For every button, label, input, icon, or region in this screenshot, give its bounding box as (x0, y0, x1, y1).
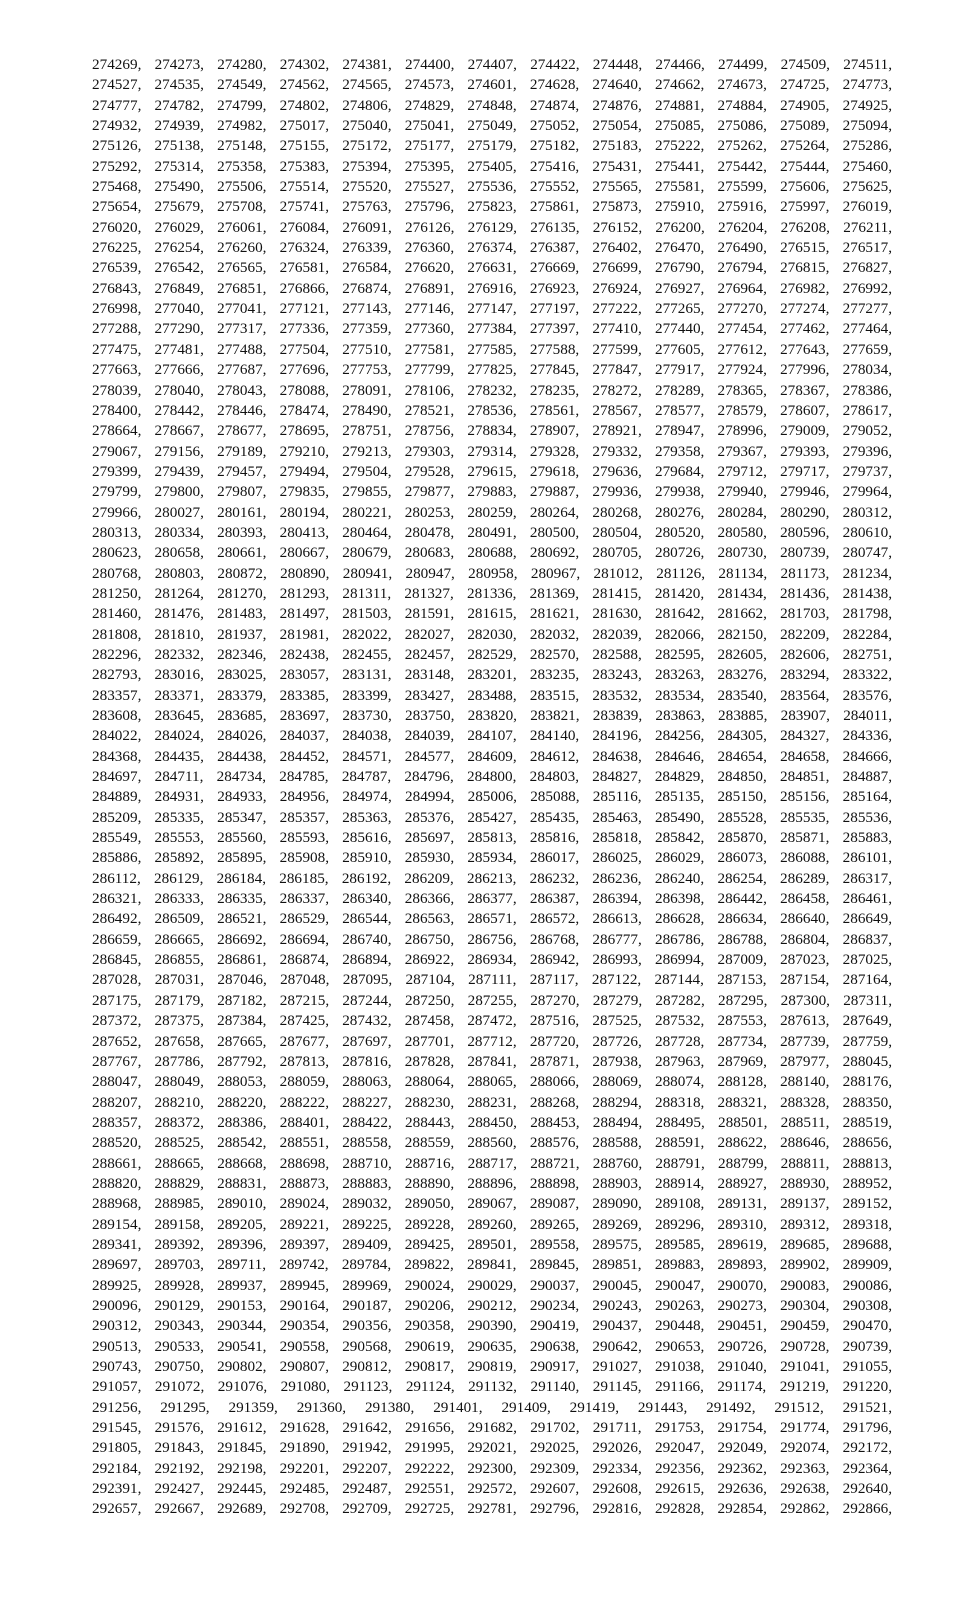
text-line: 278039, 278040, 278043, 278088, 278091, 278106, 278232, 278235, 278272, 278289, 278365, 278367, 278386, (92, 381, 892, 399)
text-line: 277288, 277290, 277317, 277336, 277359, 277360, 277384, 277397, 277410, 277440, 277454, 277462, 277464, (92, 320, 892, 338)
text-line: 274269, 274273, 274280, 274302, 274381, 274400, 274407, 274422, 274448, 274466, 274499, 274509, 274511, (92, 56, 892, 73)
text-line: 275468, 275490, 275506, 275514, 275520, 275527, 275536, 275552, 275565, 275581, 275599, 275606, 275625, (92, 178, 892, 196)
text-line: 283357, 283371, 283379, 283385, 283399, 283427, 283488, 283515, 283532, 283534, 283540, 283564, 283576, (92, 686, 892, 704)
text-line: 282296, 282332, 282346, 282438, 282455, 282457, 282529, 282570, 282588, 282595, 282605, 282606, 282751, (92, 645, 892, 663)
text-line: 275654, 275679, 275708, 275741, 275763, 275796, 275823, 275861, 275873, 275910, 275916, 275997, 276019, (92, 198, 892, 216)
text-line: 288047, 288049, 288053, 288059, 288063, 288064, 288065, 288066, 288069, 288074, 288128, 288140, 288176, (92, 1073, 892, 1091)
text-line: 289341, 289392, 289396, 289397, 289409, 289425, 289501, 289558, 289575, 289585, 289619, 289685, 289688, (92, 1235, 892, 1253)
text-line: 288820, 288829, 288831, 288873, 288883, 288890, 288896, 288898, 288903, 288914, 288927, 288930, 288952, (92, 1174, 892, 1192)
text-line: 282793, 283016, 283025, 283057, 283131, 283148, 283201, 283235, 283243, 283263, 283276, 283294, 283322, (92, 666, 892, 684)
text-line: 274777, 274782, 274799, 274802, 274806, 274829, 274848, 274874, 274876, 274881, 274884, 274905, 274925, (92, 96, 892, 114)
text-line: 280313, 280334, 280393, 280413, 280464, 280478, 280491, 280500, 280504, 280520, 280580, 280596, 280610, (92, 523, 892, 541)
text-line: 286492, 286509, 286521, 286529, 286544, 286563, 286571, 286572, 286613, 286628, 286634, 286640, 286649, (92, 910, 892, 928)
text-line: 286321, 286333, 286335, 286337, 286340, 286366, 286377, 286387, 286394, 286398, 286442, 286458, 286461, (92, 890, 892, 908)
text-line: 279799, 279800, 279807, 279835, 279855, 279877, 279883, 279887, 279936, 279938, 279940, 279946, 279964, (92, 483, 892, 501)
text-line: 277663, 277666, 277687, 277696, 277753, 277799, 277825, 277845, 277847, 277917, 277924, 277996, 278034, (92, 361, 892, 379)
text-line: 276843, 276849, 276851, 276866, 276874, 276891, 276916, 276923, 276924, 276927, 276964, 276982, 276992, (92, 279, 892, 297)
text-line: 278400, 278442, 278446, 278474, 278490, 278521, 278536, 278561, 278567, 278577, 278579, 278607, 278617, (92, 401, 892, 419)
text-line: 276020, 276029, 276061, 276084, 276091, 276126, 276129, 276135, 276152, 276200, 276204, 276208, 276211, (92, 218, 892, 236)
text-line: 281460, 281476, 281483, 281497, 281503, 281591, 281615, 281621, 281630, 281642, 281662, 281703, 281798, (92, 605, 892, 623)
text-line: 285549, 285553, 285560, 285593, 285616, 285697, 285813, 285816, 285818, 285842, 285870, 285871, 285883, (92, 829, 892, 847)
text-line: 276225, 276254, 276260, 276324, 276339, 276360, 276374, 276387, 276402, 276470, 276490, 276515, 276517, (92, 239, 892, 257)
text-line: 280623, 280658, 280661, 280667, 280679, 280683, 280688, 280692, 280705, 280726, 280730, 280739, 280747, (92, 544, 892, 562)
text-line: 278664, 278667, 278677, 278695, 278751, 278756, 278834, 278907, 278921, 278947, 278996, 279009, 279052, (92, 422, 892, 440)
text-line: 286659, 286665, 286692, 286694, 286740, 286750, 286756, 286768, 286777, 286786, 286788, 286804, 286837, (92, 930, 892, 948)
text-line: 280768, 280803, 280872, 280890, 280941, 280947, 280958, 280967, 281012, 281126, 281134, 281173, 281234, (92, 564, 892, 582)
text-line: 274932, 274939, 274982, 275017, 275040, 275041, 275049, 275052, 275054, 275085, 275086, 275089, 275094, (92, 117, 892, 135)
text-line: 291256, 291295, 291359, 291360, 291380, 291401, 291409, 291419, 291443, 291492, 291512, 291521, (92, 1398, 892, 1416)
text-line: 287652, 287658, 287665, 287677, 287697, 287701, 287712, 287720, 287726, 287728, 287734, 287739, 287759, (92, 1032, 892, 1050)
text-line: 288357, 288372, 288386, 288401, 288422, 288443, 288450, 288453, 288494, 288495, 288501, 288511, 288519, (92, 1113, 892, 1131)
text-line: 288968, 288985, 289010, 289024, 289032, 289050, 289067, 289087, 289090, 289108, 289131, 289137, 289152, (92, 1195, 892, 1213)
text-line: 288520, 288525, 288542, 288551, 288558, 288559, 288560, 288576, 288588, 288591, 288622, 288646, 288656, (92, 1134, 892, 1152)
text-line: 289697, 289703, 289711, 289742, 289784, 289822, 289841, 289845, 289851, 289883, 289893, 289902, 289909, (92, 1256, 892, 1274)
text-line: 292391, 292427, 292445, 292485, 292487, 292551, 292572, 292607, 292608, 292615, 292636, 292638, 292640, (92, 1480, 892, 1498)
text-line: 277475, 277481, 277488, 277504, 277510, 277581, 277585, 277588, 277599, 277605, 277612, 277643, 277659, (92, 340, 892, 358)
text-line: 279067, 279156, 279189, 279210, 279213, 279303, 279314, 279328, 279332, 279358, 279367, 279393, 279396, (92, 442, 892, 460)
text-line: 284697, 284711, 284734, 284785, 284787, 284796, 284800, 284803, 284827, 284829, 284850, 284851, 284887, (92, 768, 892, 786)
text-line: 290096, 290129, 290153, 290164, 290187, 290206, 290212, 290234, 290243, 290263, 290273, 290304, 290308, (92, 1296, 892, 1314)
text-line: 286845, 286855, 286861, 286874, 286894, 286922, 286934, 286942, 286993, 286994, 287009, 287023, 287025, (92, 951, 892, 969)
text-line: 287028, 287031, 287046, 287048, 287095, 287104, 287111, 287117, 287122, 287144, 287153, 287154, 287164, (92, 971, 892, 989)
text-line: 292657, 292667, 292689, 292708, 292709, 292725, 292781, 292796, 292816, 292828, 292854, 292862, 292866, (92, 1500, 892, 1518)
text-line: 276998, 277040, 277041, 277121, 277143, 277146, 277147, 277197, 277222, 277265, 277270, 277274, 277277, (92, 300, 892, 318)
text-line: 284889, 284931, 284933, 284956, 284974, 284994, 285006, 285088, 285116, 285135, 285150, 285156, 285164, (92, 788, 892, 806)
text-line: 289154, 289158, 289205, 289221, 289225, 289228, 289260, 289265, 289269, 289296, 289310, 289312, 289318, (92, 1215, 892, 1233)
text-line: 291057, 291072, 291076, 291080, 291123, 291124, 291132, 291140, 291145, 291166, 291174, 291219, 291220, (92, 1378, 892, 1396)
text-line: 288207, 288210, 288220, 288222, 288227, 288230, 288231, 288268, 288294, 288318, 288321, 288328, 288350, (92, 1093, 892, 1111)
text-line: 281808, 281810, 281937, 281981, 282022, 282027, 282030, 282032, 282039, 282066, 282150, 282209, 282284, (92, 625, 892, 643)
text-line: 290312, 290343, 290344, 290354, 290356, 290358, 290390, 290419, 290437, 290448, 290451, 290459, 290470, (92, 1317, 892, 1335)
text-line: 281250, 281264, 281270, 281293, 281311, 281327, 281336, 281369, 281415, 281420, 281434, 281436, 281438, (92, 584, 892, 602)
text-line: 289925, 289928, 289937, 289945, 289969, 290024, 290029, 290037, 290045, 290047, 290070, 290083, 290086, (92, 1276, 892, 1294)
text-line: 287767, 287786, 287792, 287813, 287816, 287828, 287841, 287871, 287938, 287963, 287969, 287977, 288045, (92, 1052, 892, 1070)
text-line: 288661, 288665, 288668, 288698, 288710, 288716, 288717, 288721, 288760, 288791, 288799, 288811, 288813, (92, 1154, 892, 1172)
text-line: 284022, 284024, 284026, 284037, 284038, 284039, 284107, 284140, 284196, 284256, 284305, 284327, 284336, (92, 727, 892, 745)
text-line: 287372, 287375, 287384, 287425, 287432, 287458, 287472, 287516, 287525, 287532, 287553, 287613, 287649, (92, 1012, 892, 1030)
text-line: 292184, 292192, 292198, 292201, 292207, 292222, 292300, 292309, 292334, 292356, 292362, 292363, 292364, (92, 1459, 892, 1477)
number-list-page (92, 55, 892, 1520)
text-line: 276539, 276542, 276565, 276581, 276584, 276620, 276631, 276669, 276699, 276790, 276794, 276815, 276827, (92, 259, 892, 277)
text-line: 286112, 286129, 286184, 286185, 286192, 286209, 286213, 286232, 286236, 286240, 286254, 286289, 286317, (92, 869, 892, 887)
text-line: 290513, 290533, 290541, 290558, 290568, 290619, 290635, 290638, 290642, 290653, 290726, 290728, 290739, (92, 1337, 892, 1355)
text-line: 284368, 284435, 284438, 284452, 284571, 284577, 284609, 284612, 284638, 284646, 284654, 284658, 284666, (92, 747, 892, 765)
text-line: 275292, 275314, 275358, 275383, 275394, 275395, 275405, 275416, 275431, 275441, 275442, 275444, 275460, (92, 157, 892, 175)
text-line: 285209, 285335, 285347, 285357, 285363, 285376, 285427, 285435, 285463, 285490, 285528, 285535, 285536, (92, 808, 892, 826)
text-line: 274527, 274535, 274549, 274562, 274565, 274573, 274601, 274628, 274640, 274662, 274673, 274725, 274773, (92, 76, 892, 94)
text-line: 279966, 280027, 280161, 280194, 280221, 280253, 280259, 280264, 280268, 280276, 280284, 280290, 280312, (92, 503, 892, 521)
text-line: 287175, 287179, 287182, 287215, 287244, 287250, 287255, 287270, 287279, 287282, 287295, 287300, 287311, (92, 991, 892, 1009)
text-line: 275126, 275138, 275148, 275155, 275172, 275177, 275179, 275182, 275183, 275222, 275262, 275264, 275286, (92, 137, 892, 155)
text-line: 291545, 291576, 291612, 291628, 291642, 291656, 291682, 291702, 291711, 291753, 291754, 291774, 291796, (92, 1419, 892, 1437)
text-line: 291805, 291843, 291845, 291890, 291942, 291995, 292021, 292025, 292026, 292047, 292049, 292074, 292172, (92, 1439, 892, 1457)
text-line: 279399, 279439, 279457, 279494, 279504, 279528, 279615, 279618, 279636, 279684, 279712, 279717, 279737, (92, 462, 892, 480)
text-line: 283608, 283645, 283685, 283697, 283730, 283750, 283820, 283821, 283839, 283863, 283885, 283907, 284011, (92, 707, 892, 724)
text-line: 285886, 285892, 285895, 285908, 285910, 285930, 285934, 286017, 286025, 286029, 286073, 286088, 286101, (92, 849, 892, 867)
text-line: 290743, 290750, 290802, 290807, 290812, 290817, 290819, 290917, 291027, 291038, 291040, 291041, 291055, (92, 1358, 892, 1375)
